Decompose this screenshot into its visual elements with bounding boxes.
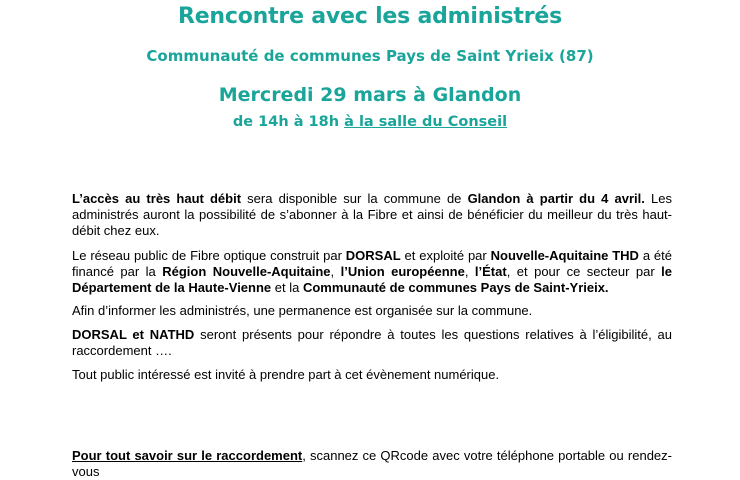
bold-underlined-text: Pour tout savoir sur le raccordement	[72, 448, 303, 463]
paragraph-public: Tout public intéressé est invité à prendre part à cet évènement numérique.	[72, 367, 500, 382]
bold-text: DORSAL	[345, 248, 401, 263]
text: a été financé par la	[72, 248, 672, 279]
event-date: Mercredi 29 mars à Glandon	[218, 84, 522, 106]
text: Les administrés auront la possibilité de s’abonner à la Fibre et ainsi de bénéficier du meilleur du très haut-débit chez eux.	[72, 191, 672, 238]
bold-text: DORSAL et NATHD	[72, 327, 195, 342]
text: Le réseau public de Fibre optique construit par	[72, 248, 346, 263]
text: et la	[271, 280, 303, 295]
paragraph-qrcode	[72, 448, 672, 480]
bold-text: Communauté de communes Pays de Saint-Yrieix.	[302, 280, 609, 295]
paragraph-network	[72, 248, 672, 296]
bold-text: Nouvelle-Aquitaine THD	[490, 248, 639, 263]
subtitle: Communauté de communes Pays de Saint Yrieix (87)	[146, 47, 594, 65]
paragraph-access	[72, 191, 672, 239]
event-time	[0, 114, 740, 130]
bold-text: L’accès au très haut débit	[72, 191, 242, 206]
event-location: à la salle du Conseil	[344, 114, 508, 130]
text: sera disponible sur la commune de	[241, 191, 468, 206]
text: , et pour ce secteur par	[506, 264, 662, 279]
paragraph-information: Afin d’informer les administrés, une permanence est organisée sur la commune.	[72, 303, 533, 318]
text: seront présents pour répondre à toutes les questions relatives à l’éligibilité, au raccordement ….	[72, 327, 672, 358]
bold-text: Glandon à partir du 4 avril.	[467, 191, 645, 206]
paragraph-presence	[72, 327, 672, 359]
bold-text: l’État	[474, 264, 507, 279]
bold-text: l’Union européenne	[340, 264, 465, 279]
bold-text: le Département de la Haute-Vienne	[72, 264, 672, 295]
text: ,	[330, 264, 341, 279]
page-title: Rencontre avec les administrés	[177, 4, 563, 29]
text: et exploité par	[400, 248, 491, 263]
text: , scannez ce QRcode avec votre téléphone portable ou rendez-vous	[72, 448, 672, 479]
text: ,	[464, 264, 475, 279]
time-range: de 14h à 18h	[232, 114, 345, 130]
bold-text: Région Nouvelle-Aquitaine	[162, 264, 331, 279]
